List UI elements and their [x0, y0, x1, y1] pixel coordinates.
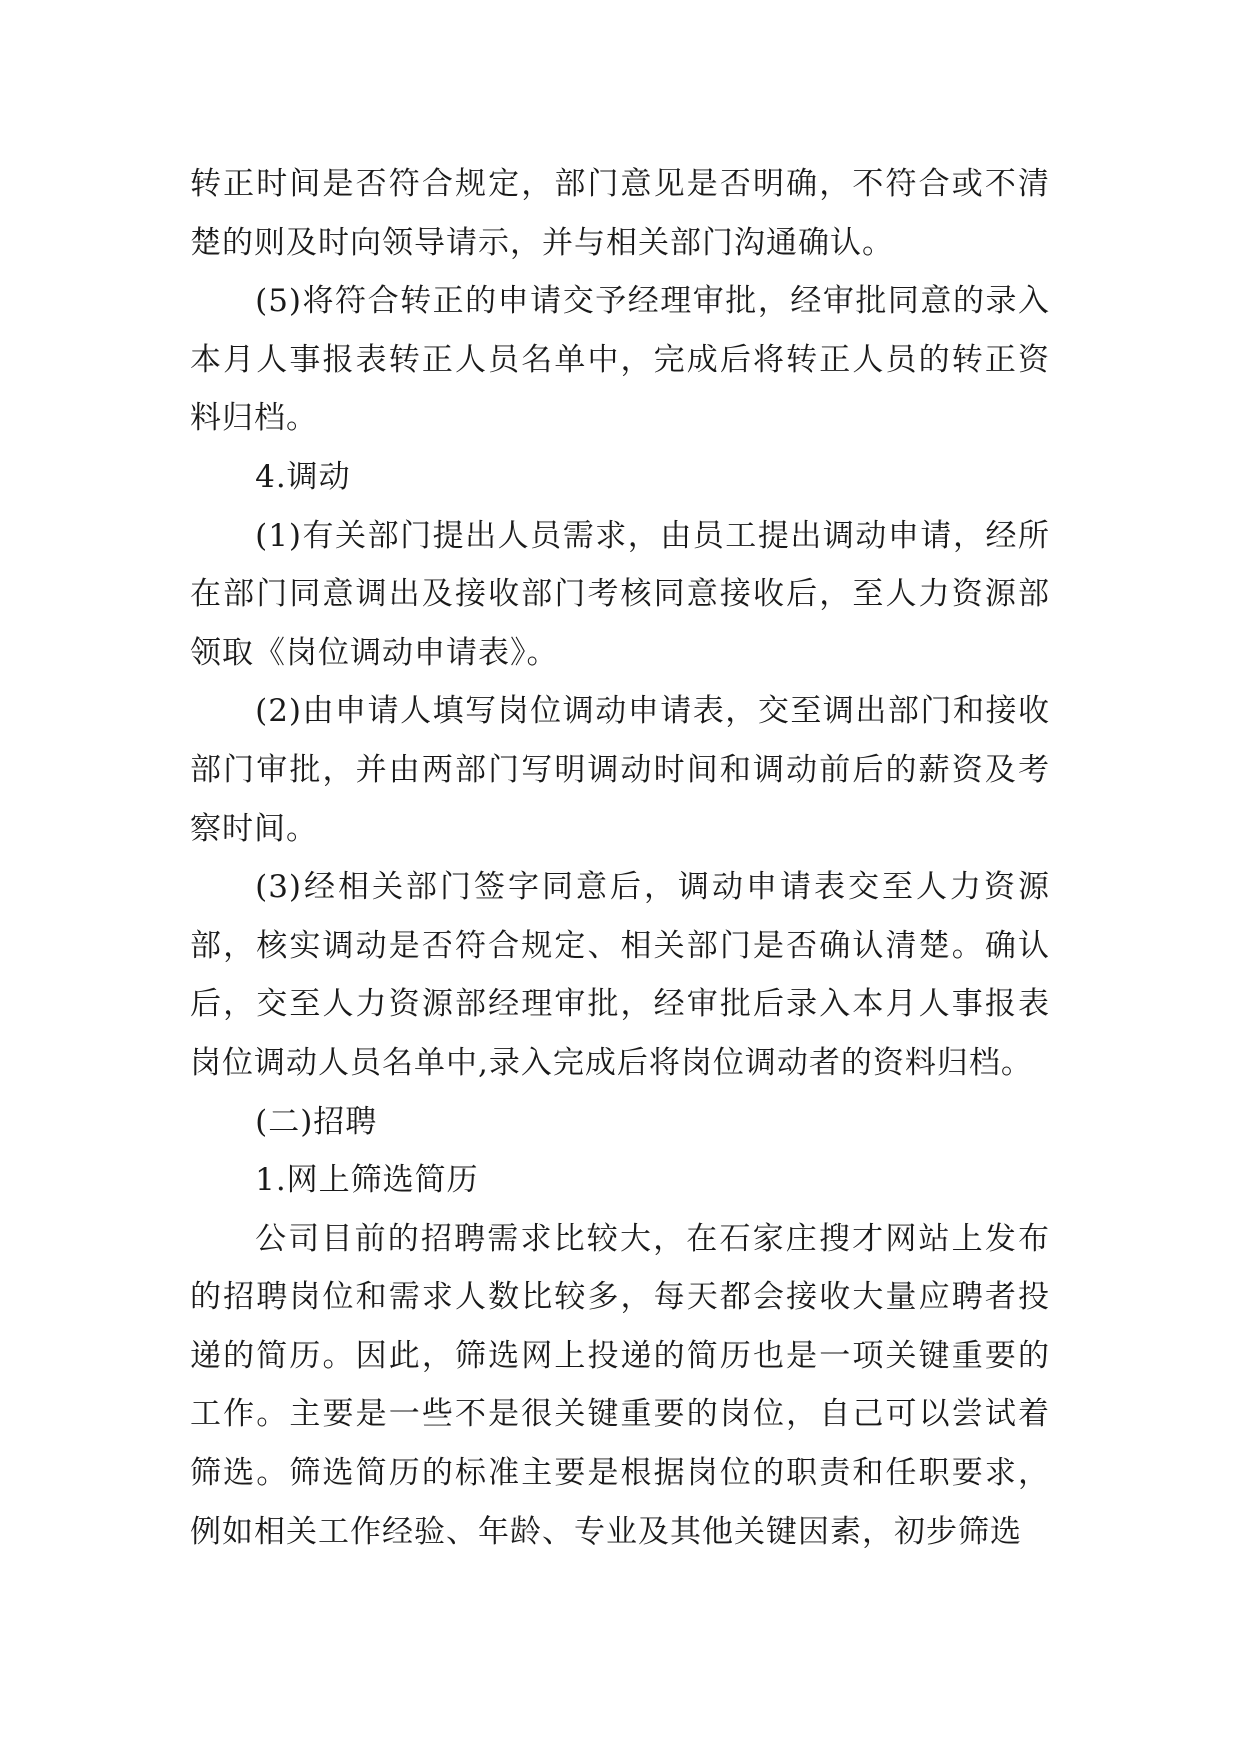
document-body [190, 155, 1050, 1561]
paragraph-transfer-check: 转正时间是否符合规定，部门意见是否明确，不符合或不清楚的则及时向领导请示，并与相关部门沟通确认。 [190, 166, 1050, 261]
paragraph-reassignment-step-1: (1)有关部门提出人员需求，由员工提出调动申请，经所在部门同意调出及接收部门考核同意接收后，至人力资源部领取《岗位调动申请表》。 [190, 517, 1050, 671]
paragraph-reassignment-step-2: (2)由申请人填写岗位调动申请表，交至调出部门和接收部门审批，并由两部门写明调动时间和调动前后的薪资及考察时间。 [190, 693, 1050, 847]
section-heading-reassignment: 4.调动 [255, 458, 351, 495]
paragraph-reassignment-step-3: (3)经相关部门签字同意后，调动申请表交至人力资源部，核实调动是否符合规定、相关部门是否确认清楚。确认后，交至人力资源部经理审批，经审批后录入本月人事报表岗位调动人员名单中,录入完成后将岗位调动者的资料归档。 [190, 869, 1050, 1081]
paragraph-transfer-step-5: (5)将符合转正的申请交予经理审批，经审批同意的录入本月人事报表转正人员名单中，完成后将转正人员的转正资料归档。 [190, 283, 1050, 437]
subsection-heading-online-screening: 1.网上筛选简历 [255, 1162, 479, 1199]
section-heading-recruitment: (二)招聘 [255, 1103, 378, 1140]
paragraph-online-screening: 公司目前的招聘需求比较大，在石家庄搜才网站上发布的招聘岗位和需求人数比较多，每天都会接收大量应聘者投递的简历。因此，筛选网上投递的简历也是一项关键重要的工作。主要是一些不是很关键重要的岗位，自己可以尝试着筛选。筛选简历的标准主要是根据岗位的职责和任职要求，例如相关工作经验、年龄、专业及其他关键因素，初步筛选 [190, 1220, 1050, 1550]
